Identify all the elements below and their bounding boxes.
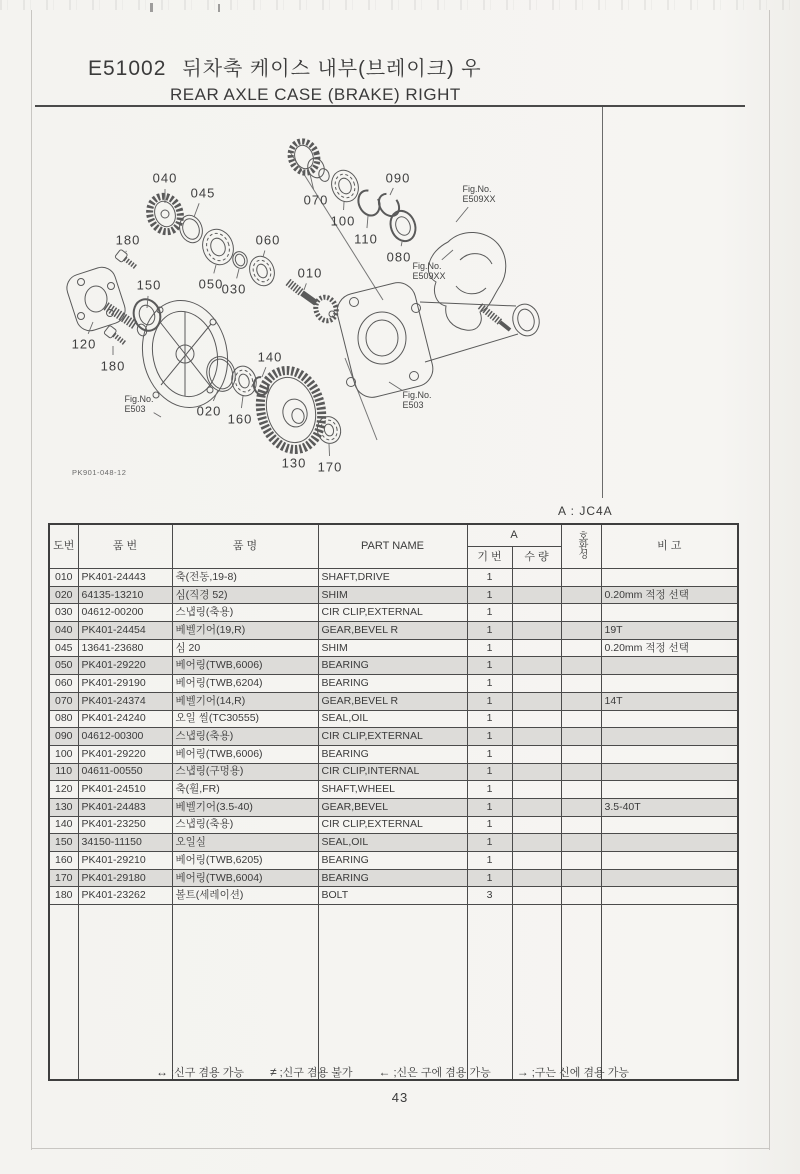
scan-speck (218, 4, 220, 12)
cell-name-ko: 스냅링(축용) (172, 728, 318, 746)
legend-item (517, 1064, 629, 1080)
cell-remarks (601, 763, 738, 781)
legend-text: ;신은 구에 겸용 가능 (393, 1067, 491, 1079)
diagram-callout: 170 (317, 459, 343, 475)
cell-compat (561, 639, 601, 657)
cell-qty (512, 710, 561, 728)
cell-fig-no: 160 (49, 852, 78, 870)
filler-row (49, 905, 738, 1081)
cell-name-ko: 축(전동,19-8) (172, 569, 318, 587)
col-header-compat: 호환성 (561, 524, 601, 569)
diagram-callout: 030 (221, 281, 247, 297)
cell-qty (512, 604, 561, 622)
cell-serial: 1 (467, 852, 512, 870)
cell-part-no: PK401-24483 (78, 798, 172, 816)
cell-part-name: SEAL,OIL (318, 710, 467, 728)
cell-remarks (601, 781, 738, 799)
cell-remarks (601, 569, 738, 587)
cell-fig-no: 090 (49, 728, 78, 746)
leader-line (147, 296, 148, 308)
diagram-callout: 090 (385, 170, 411, 186)
cell-fig-no: 110 (49, 763, 78, 781)
table-row (49, 675, 738, 693)
fig-ref-label: Fig.No. E503 (124, 394, 154, 414)
cell-serial: 1 (467, 710, 512, 728)
cell-qty (512, 869, 561, 887)
cell-compat (561, 622, 601, 640)
page-header (88, 52, 482, 105)
cell-name-ko: 스냅링(축용) (172, 604, 318, 622)
cell-part-name: BEARING (318, 852, 467, 870)
cell-serial: 1 (467, 798, 512, 816)
col-header-qty: 수 량 (512, 547, 561, 569)
cell-remarks (601, 675, 738, 693)
cell-part-name: SHIM (318, 639, 467, 657)
cell-part-no: PK401-29180 (78, 869, 172, 887)
cell-qty (512, 834, 561, 852)
table-row (49, 657, 738, 675)
table-row (49, 622, 738, 640)
cell-part-no: PK401-24240 (78, 710, 172, 728)
cell-compat (561, 781, 601, 799)
cell-serial: 1 (467, 728, 512, 746)
cell-remarks (601, 852, 738, 870)
cell-name-ko: 베벨기어(19,R) (172, 622, 318, 640)
cell-fig-no: 040 (49, 622, 78, 640)
table-row (49, 692, 738, 710)
cell-qty (512, 692, 561, 710)
cell-remarks: 3.5-40T (601, 798, 738, 816)
diagram-callout: 100 (330, 213, 356, 229)
table-row (49, 834, 738, 852)
table-row (49, 852, 738, 870)
cell-part-no: PK401-29210 (78, 852, 172, 870)
diagram-callout: 020 (196, 403, 222, 419)
leader-line (237, 269, 239, 278)
diagram-callout: 110 (354, 231, 378, 247)
table-row (49, 887, 738, 905)
leader-line (310, 174, 314, 189)
cell-serial: 1 (467, 692, 512, 710)
title-english: REAR AXLE CASE (BRAKE) RIGHT (170, 85, 461, 104)
cell-remarks (601, 604, 738, 622)
cell-part-no: PK401-29220 (78, 657, 172, 675)
cell-qty (512, 657, 561, 675)
cell-compat (561, 834, 601, 852)
cell-part-name: CIR CLIP,INTERNAL (318, 763, 467, 781)
table-row (49, 745, 738, 763)
cell-fig-no: 010 (49, 569, 78, 587)
cell-qty (512, 569, 561, 587)
scan-artifact-top (0, 0, 800, 10)
title-korean: 뒤차축 케이스 내부(브레이크) 우 (182, 58, 482, 80)
cell-serial: 1 (467, 816, 512, 834)
cell-fig-no: 180 (49, 887, 78, 905)
cell-qty (512, 798, 561, 816)
cell-part-name: GEAR,BEVEL (318, 798, 467, 816)
col-header-group-a: A (467, 524, 561, 547)
parts-table-body (49, 569, 738, 905)
not-equal-icon: ≠ (269, 1065, 277, 1079)
cell-part-no: 64135-13210 (78, 586, 172, 604)
cell-qty (512, 639, 561, 657)
cell-remarks (601, 816, 738, 834)
section-code: E51002 (88, 57, 167, 80)
legend-text: ;신구 겸용 가능 (171, 1067, 244, 1079)
diagram-callout: 130 (281, 455, 307, 471)
col-header-part-name: PART NAME (318, 524, 467, 569)
cell-name-ko: 베어링(TWB,6205) (172, 852, 318, 870)
parts-table-header (49, 524, 738, 569)
cell-compat (561, 816, 601, 834)
cell-remarks: 14T (601, 692, 738, 710)
cell-part-name: CIR CLIP,EXTERNAL (318, 816, 467, 834)
cell-compat (561, 887, 601, 905)
diagram-callout: 045 (190, 185, 216, 201)
cell-remarks: 0.20mm 적정 선택 (601, 639, 738, 657)
cell-remarks (601, 834, 738, 852)
cell-name-ko: 베어링(TWB,6006) (172, 657, 318, 675)
cell-fig-no: 020 (49, 586, 78, 604)
cell-fig-no: 080 (49, 710, 78, 728)
cell-compat (561, 569, 601, 587)
cell-fig-no: 100 (49, 745, 78, 763)
cell-compat (561, 763, 601, 781)
cell-name-ko: 축(휠,FR) (172, 781, 318, 799)
legend-item (156, 1064, 244, 1080)
cell-serial: 1 (467, 586, 512, 604)
cell-part-name: BEARING (318, 745, 467, 763)
cell-remarks (601, 887, 738, 905)
legend-item (379, 1064, 491, 1080)
cell-part-name: BEARING (318, 869, 467, 887)
cell-qty (512, 622, 561, 640)
leader-line (194, 203, 199, 217)
cell-part-name: SHAFT,WHEEL (318, 781, 467, 799)
cell-fig-no: 130 (49, 798, 78, 816)
diagram-callout: 120 (71, 336, 97, 352)
cell-part-name: CIR CLIP,EXTERNAL (318, 728, 467, 746)
leader-line (88, 322, 93, 334)
cell-serial: 1 (467, 781, 512, 799)
cell-qty (512, 781, 561, 799)
diagram-callout: 180 (115, 232, 141, 248)
header-rule (35, 105, 745, 107)
table-row (49, 869, 738, 887)
cell-part-name: GEAR,BEVEL R (318, 622, 467, 640)
cell-remarks (601, 728, 738, 746)
fig-ref-label: Fig.No. E509XX (462, 184, 496, 204)
diagram-callout: 160 (227, 411, 253, 427)
cell-name-ko: 베어링(TWB,6204) (172, 675, 318, 693)
diagram-callout: 060 (255, 232, 281, 248)
both-ways-arrow-icon: ↔ (156, 1065, 169, 1079)
cell-qty (512, 816, 561, 834)
legend-text: ;구는 신에 겸용 가능 (531, 1067, 629, 1079)
leader-line (241, 396, 243, 408)
cell-remarks (601, 710, 738, 728)
cell-fig-no: 170 (49, 869, 78, 887)
diagram-callout: 070 (303, 192, 329, 208)
page-number: 43 (391, 1090, 409, 1105)
table-row (49, 798, 738, 816)
col-header-part-no: 품 번 (78, 524, 172, 569)
cell-fig-no: 140 (49, 816, 78, 834)
cell-part-no: 04612-00300 (78, 728, 172, 746)
leader-line (390, 188, 393, 195)
cell-name-ko: 베어링(TWB,6006) (172, 745, 318, 763)
leader-line (263, 251, 265, 257)
page-border-bottom (31, 1148, 770, 1149)
page-border-right (769, 10, 770, 1150)
cell-part-no: 04612-00200 (78, 604, 172, 622)
diagram-callout: 140 (257, 349, 283, 365)
cell-qty (512, 852, 561, 870)
diagram-callout: 080 (386, 249, 412, 265)
drawing-number: PK901-048-12 (72, 468, 127, 477)
cell-qty (512, 763, 561, 781)
cell-name-ko: 베벨기어(3.5-40) (172, 798, 318, 816)
compatibility-legend (48, 1064, 737, 1080)
cell-serial: 1 (467, 745, 512, 763)
cell-remarks (601, 745, 738, 763)
cell-compat (561, 657, 601, 675)
cell-serial: 1 (467, 622, 512, 640)
cell-name-ko: 볼트(세레이션) (172, 887, 318, 905)
cell-compat (561, 692, 601, 710)
scan-speck (150, 3, 153, 12)
cell-name-ko: 스냅링(구멍용) (172, 763, 318, 781)
left-arrow-icon: ← (378, 1065, 391, 1079)
cell-fig-no: 150 (49, 834, 78, 852)
leader-line (329, 444, 330, 456)
cell-serial: 1 (467, 763, 512, 781)
callout-leader-lines (48, 110, 602, 508)
cell-serial: 1 (467, 869, 512, 887)
legend-item (270, 1064, 353, 1080)
cell-serial: 1 (467, 604, 512, 622)
diagram-callout: 040 (152, 170, 178, 186)
cell-part-name: CIR CLIP,EXTERNAL (318, 604, 467, 622)
cell-part-no: PK401-24454 (78, 622, 172, 640)
cell-remarks: 0.20mm 적정 선택 (601, 586, 738, 604)
right-arrow-icon: → (516, 1065, 529, 1079)
leader-line (304, 283, 306, 290)
cell-fig-no: 120 (49, 781, 78, 799)
leader-line (367, 216, 368, 228)
cell-part-name: BOLT (318, 887, 467, 905)
table-row (49, 710, 738, 728)
leader-line (442, 250, 453, 260)
cell-part-no: PK401-29220 (78, 745, 172, 763)
fig-ref-label: Fig.No. E509XX (412, 261, 446, 281)
cell-part-no: PK401-29190 (78, 675, 172, 693)
table-row (49, 728, 738, 746)
page-border-left (31, 10, 32, 1150)
cell-part-name: BEARING (318, 675, 467, 693)
cell-name-ko: 오일 씰(TC30555) (172, 710, 318, 728)
diagram-callout: 180 (100, 358, 126, 374)
cell-part-no: PK401-23250 (78, 816, 172, 834)
cell-compat (561, 728, 601, 746)
cell-part-no: 34150-11150 (78, 834, 172, 852)
col-header-remarks: 비 고 (601, 524, 738, 569)
table-row (49, 604, 738, 622)
parts-table-filler (49, 905, 738, 1081)
cell-compat (561, 710, 601, 728)
leader-line (389, 382, 403, 391)
cell-remarks (601, 657, 738, 675)
leader-line (401, 242, 402, 246)
cell-serial: 1 (467, 657, 512, 675)
cell-name-ko: 오일실 (172, 834, 318, 852)
fig-ref-label: Fig.No. E503 (402, 390, 432, 410)
cell-qty (512, 887, 561, 905)
diagram-callout: 010 (297, 265, 323, 281)
cell-name-ko: 베벨기어(14,R) (172, 692, 318, 710)
cell-qty (512, 745, 561, 763)
cell-qty (512, 675, 561, 693)
cell-compat (561, 745, 601, 763)
cell-compat (561, 852, 601, 870)
cell-fig-no: 070 (49, 692, 78, 710)
table-row (49, 781, 738, 799)
cell-serial: 1 (467, 639, 512, 657)
cell-part-no: PK401-24374 (78, 692, 172, 710)
cell-fig-no: 030 (49, 604, 78, 622)
col-header-serial: 기 번 (467, 547, 512, 569)
cell-fig-no: 060 (49, 675, 78, 693)
parts-table (48, 523, 739, 1081)
model-note: A : JC4A (558, 504, 613, 518)
table-row (49, 639, 738, 657)
leader-line (214, 265, 216, 273)
cell-qty (512, 728, 561, 746)
cell-part-no: 13641-23680 (78, 639, 172, 657)
column-divider-line (602, 107, 603, 498)
leader-line (456, 207, 468, 222)
leader-line (213, 390, 218, 401)
cell-name-ko: 스냅링(축용) (172, 816, 318, 834)
table-row (49, 569, 738, 587)
cell-remarks: 19T (601, 622, 738, 640)
leader-line (262, 367, 266, 377)
cell-remarks (601, 869, 738, 887)
cell-compat (561, 586, 601, 604)
cell-part-name: GEAR,BEVEL R (318, 692, 467, 710)
table-row (49, 816, 738, 834)
cell-part-no: 04611-00550 (78, 763, 172, 781)
cell-fig-no: 045 (49, 639, 78, 657)
exploded-diagram (48, 110, 602, 508)
cell-fig-no: 050 (49, 657, 78, 675)
cell-compat (561, 604, 601, 622)
cell-serial: 1 (467, 675, 512, 693)
table-row (49, 763, 738, 781)
cell-part-no: PK401-24443 (78, 569, 172, 587)
cell-part-name: SHAFT,DRIVE (318, 569, 467, 587)
cell-part-name: BEARING (318, 657, 467, 675)
leader-line (154, 413, 161, 417)
cell-compat (561, 869, 601, 887)
cell-name-ko: 심 20 (172, 639, 318, 657)
cell-qty (512, 586, 561, 604)
cell-compat (561, 675, 601, 693)
cell-part-no: PK401-23262 (78, 887, 172, 905)
cell-name-ko: 베어링(TWB,6004) (172, 869, 318, 887)
cell-serial: 1 (467, 834, 512, 852)
col-header-name-ko: 품 명 (172, 524, 318, 569)
cell-compat (561, 798, 601, 816)
legend-text: ;신구 겸용 불가 (279, 1067, 353, 1079)
col-header-fig-no: 도번 (49, 524, 78, 569)
diagram-callout: 050 (198, 276, 224, 292)
cell-serial: 3 (467, 887, 512, 905)
table-row (49, 586, 738, 604)
cell-part-no: PK401-24510 (78, 781, 172, 799)
cell-name-ko: 심(직경 52) (172, 586, 318, 604)
diagram-callout: 150 (136, 277, 162, 293)
cell-serial: 1 (467, 569, 512, 587)
cell-part-name: SEAL,OIL (318, 834, 467, 852)
cell-part-name: SHIM (318, 586, 467, 604)
